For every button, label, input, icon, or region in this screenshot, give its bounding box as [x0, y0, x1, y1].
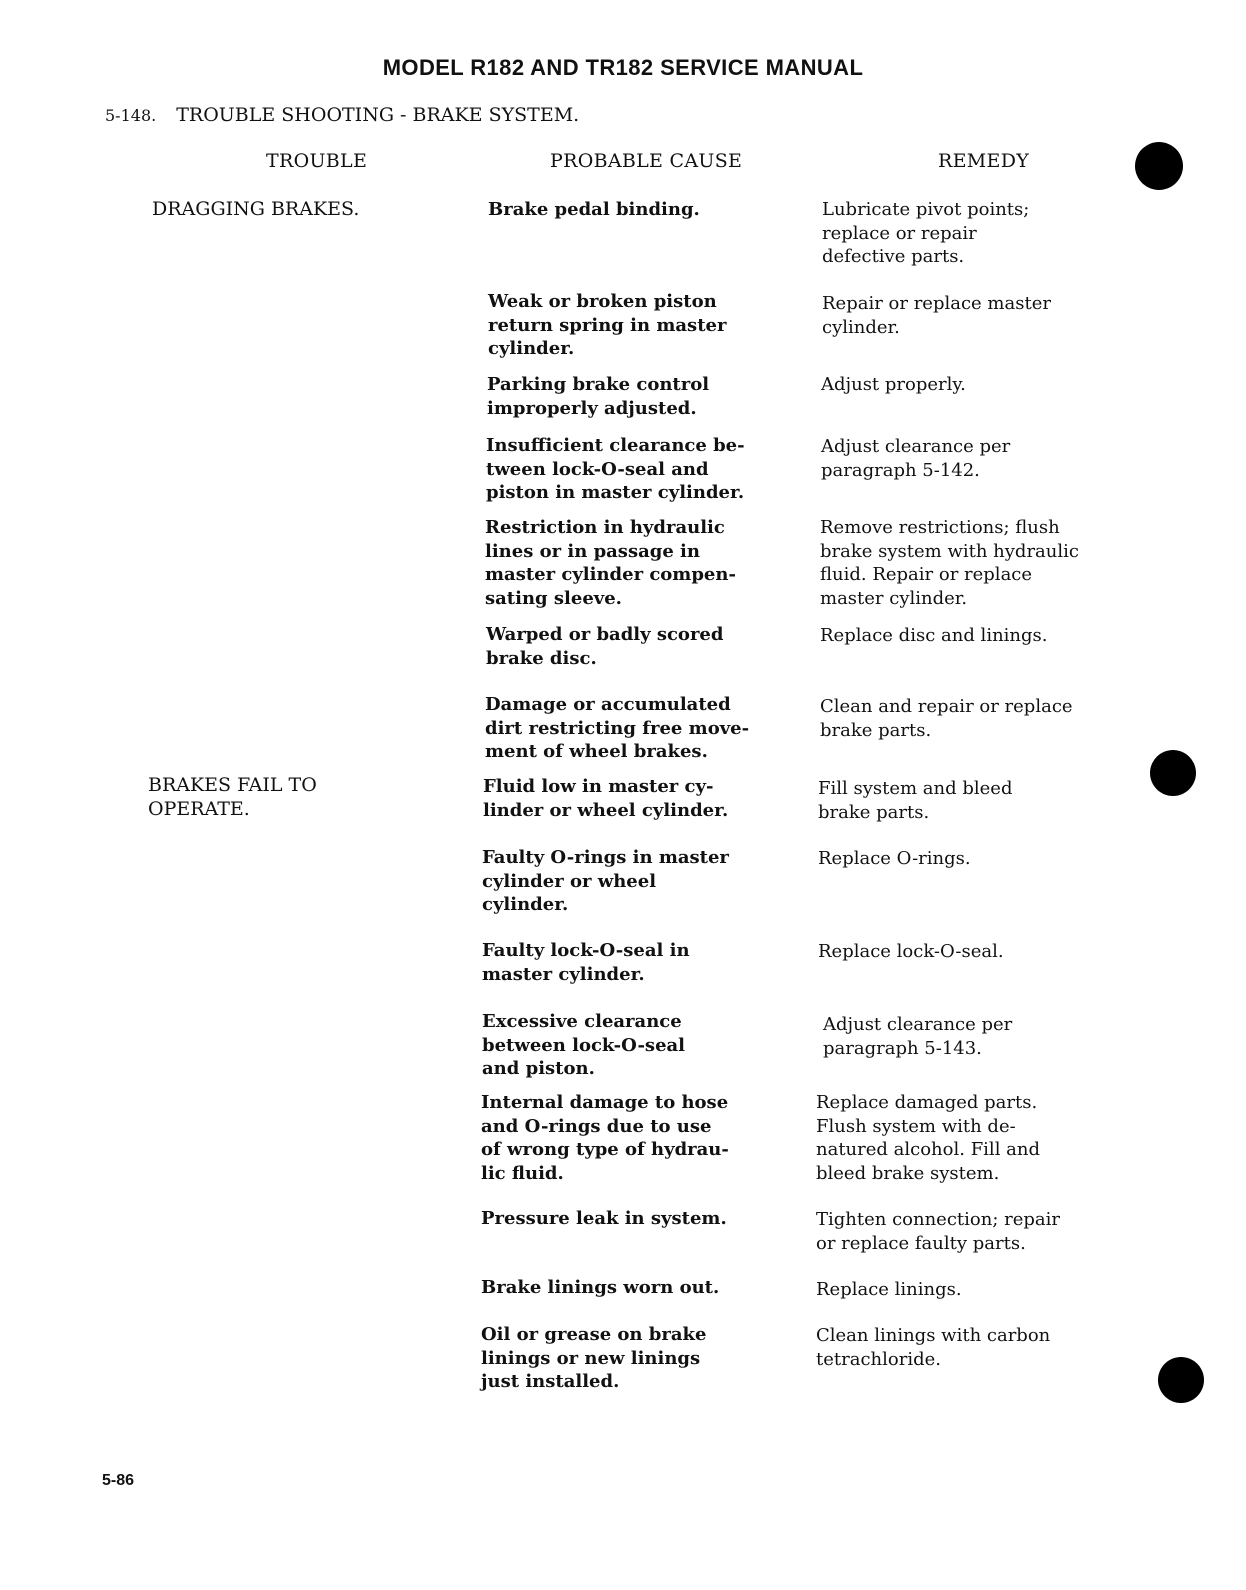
cause-cell: Internal damage to hose and O-rings due to use of wrong type of hydrau- lic fluid.: [481, 1092, 729, 1184]
cause-cell: Insufficient clearance be- tween lock-O-seal and piston in master cylinder.: [486, 435, 745, 503]
page-title: MODEL R182 AND TR182 SERVICE MANUAL: [382, 55, 864, 80]
binder-hole: [1158, 1357, 1204, 1403]
section-heading: [105, 104, 579, 126]
cause-cell: Faulty lock-O-seal in master cylinder.: [482, 940, 690, 985]
remedy-cell: Replace linings.: [816, 1279, 962, 1300]
remedy-cell: Adjust clearance per paragraph 5-142.: [821, 436, 1011, 481]
remedy-cell: Clean and repair or replace brake parts.: [820, 696, 1073, 741]
cause-cell: Warped or badly scored brake disc.: [486, 624, 724, 669]
binder-hole: [1135, 142, 1183, 190]
column-header-trouble: TROUBLE: [266, 150, 368, 172]
cause-cell: Brake linings worn out.: [481, 1277, 720, 1298]
section-title: TROUBLE SHOOTING - BRAKE SYSTEM.: [176, 104, 580, 126]
remedy-cell: Replace O-rings.: [818, 848, 971, 869]
remedy-cell: Repair or replace master cylinder.: [822, 293, 1051, 338]
cause-cell: Faulty O-rings in master cylinder or wheel cylinder.: [482, 847, 729, 915]
cause-cell: Excessive clearance between lock-O-seal and piston.: [482, 1011, 686, 1079]
cause-cell: Damage or accumulated dirt restricting free move- ment of wheel brakes.: [485, 694, 750, 762]
remedy-cell: Adjust clearance per paragraph 5-143.: [823, 1014, 1013, 1059]
column-header-probable-cause: PROBABLE CAUSE: [550, 150, 743, 172]
remedy-cell: Tighten connection; repair or replace faulty parts.: [816, 1209, 1060, 1254]
column-header-remedy: REMEDY: [938, 150, 1030, 172]
remedy-cell: Lubricate pivot points; replace or repair defective parts.: [822, 199, 1030, 267]
remedy-cell: Adjust properly.: [821, 374, 966, 395]
trouble-item: BRAKES FAIL TO OPERATE.: [148, 774, 317, 820]
remedy-cell: Replace damaged parts. Flush system with de- natured alcohol. Fill and bleed brake system.: [816, 1092, 1041, 1184]
remedy-cell: Replace disc and linings.: [820, 625, 1048, 646]
remedy-cell: Replace lock-O-seal.: [818, 941, 1004, 962]
cause-cell: Oil or grease on brake linings or new linings just installed.: [481, 1324, 707, 1392]
remedy-cell: Remove restrictions; flush brake system with hydraulic fluid. Repair or replace master cylinder.: [820, 517, 1079, 609]
cause-cell: Brake pedal binding.: [488, 199, 700, 220]
binder-hole: [1150, 750, 1196, 796]
remedy-cell: Fill system and bleed brake parts.: [818, 778, 1013, 823]
cause-cell: Parking brake control improperly adjusted.: [487, 374, 710, 419]
cause-cell: Pressure leak in system.: [481, 1208, 727, 1229]
cause-cell: Restriction in hydraulic lines or in passage in master cylinder compen- sating sleeve.: [485, 517, 736, 609]
remedy-cell: Clean linings with carbon tetrachloride.: [816, 1325, 1051, 1370]
trouble-item: DRAGGING BRAKES.: [152, 198, 360, 220]
section-number: 5-148.: [105, 106, 157, 125]
cause-cell: Weak or broken piston return spring in master cylinder.: [488, 291, 727, 359]
page-number: 5-86: [102, 1472, 135, 1489]
cause-cell: Fluid low in master cy- linder or wheel cylinder.: [483, 776, 729, 821]
